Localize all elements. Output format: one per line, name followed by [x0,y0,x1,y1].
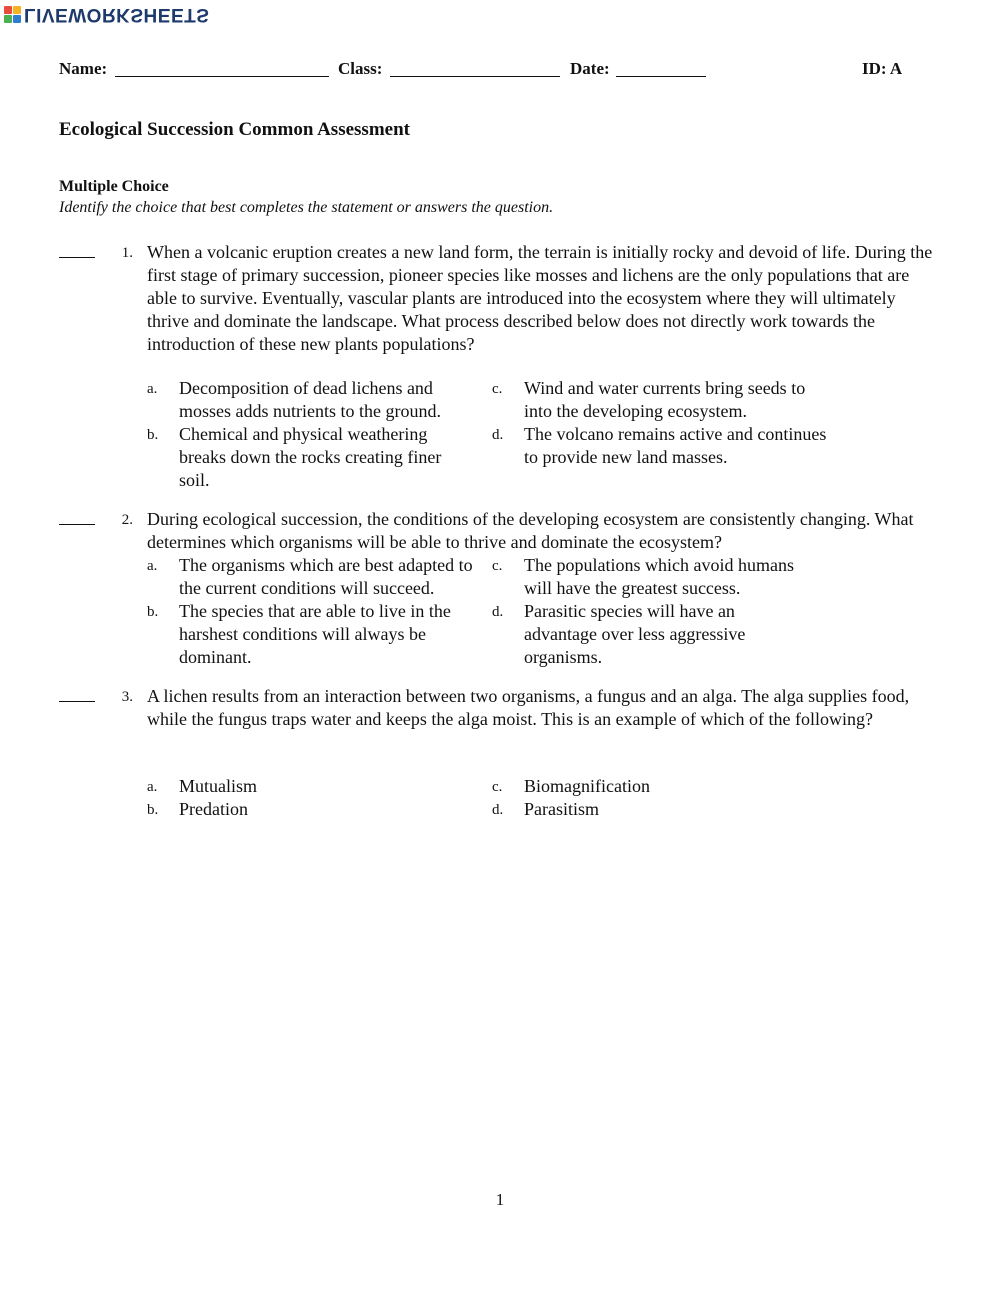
choice-letter: b. [147,604,159,620]
choice-text: Predation [179,799,248,819]
choice-letter: a. [147,558,158,574]
answer-blank-3[interactable] [59,685,95,702]
choice-letter: a. [147,779,158,795]
question-number: 1. [121,245,133,261]
choice-letter: c. [492,558,503,574]
choice-letter: b. [147,802,159,818]
choice-text: Decomposition of dead lichens and mosses adds nutrients to the ground. [179,378,441,421]
question-stem: A lichen results from an interaction between two organisms, a fungus and an alga. The alga supplies food, while the fungus traps water and keeps the alga moist. This is an example of which of the following? [147,686,910,729]
choice-letter: d. [492,604,504,620]
answer-blank-1[interactable] [59,241,95,258]
question-stem: During ecological succession, the conditions of the developing ecosystem are consistently changing. What determines which organisms will be able to thrive and dominate the ecosystem? [147,509,914,552]
question-number: 2. [121,512,133,528]
choice-text: The volcano remains active and continues to provide new land masses. [524,424,827,467]
page-title: Ecological Succession Common Assessment [59,119,410,140]
choice-text: The populations which avoid humans will have the greatest success. [524,555,794,598]
choice-text: Mutualism [179,776,258,796]
logo-squares-icon [4,6,21,23]
choice-text: The species that are able to live in the harshest conditions will always be dominant. [179,601,451,667]
choice-text: Biomagnification [524,776,650,796]
section-heading: Multiple Choice [59,178,169,195]
name-field[interactable] [115,76,329,77]
logo-text: LIVEWORKSHEETS [24,4,210,25]
class-label: Class: [338,59,383,78]
choice-letter: a. [147,381,158,397]
section-instructions: Identify the choice that best completes the statement or answers the question. [59,199,554,216]
choice-letter: d. [492,802,504,818]
question-number: 3. [121,689,133,705]
choice-letter: c. [492,381,503,397]
id-label: ID: A [862,59,903,78]
choice-letter: b. [147,427,159,443]
liveworksheets-logo [4,3,209,25]
name-label: Name: [59,59,108,78]
choice-text: Parasitic species will have an advantage over less aggressive organisms. [524,601,746,667]
choice-text: Chemical and physical weathering breaks down the rocks creating finer soil. [179,424,442,490]
date-label: Date: [570,59,610,78]
choice-letter: d. [492,427,504,443]
choice-letter: c. [492,779,503,795]
class-field[interactable] [390,76,560,77]
choice-text: The organisms which are best adapted to the current conditions will succeed. [179,555,473,598]
choice-text: Wind and water currents bring seeds to into the developing ecosystem. [524,378,806,421]
page-number: 1 [495,1190,505,1209]
question-stem: When a volcanic eruption creates a new land form, the terrain is initially rocky and devoid of life. During the first stage of primary succession, pioneer species like mosses and lichens are the only populations that are able to survive. Eventually, vascular plants are introduced into the ecosystem where they will ultimately thrive and dominate the landscape. What process described below does not directly work towards the introduction of these new plants populations? [147,242,933,354]
answer-blank-2[interactable] [59,508,95,525]
date-field[interactable] [616,76,706,77]
choice-text: Parasitism [524,799,599,819]
